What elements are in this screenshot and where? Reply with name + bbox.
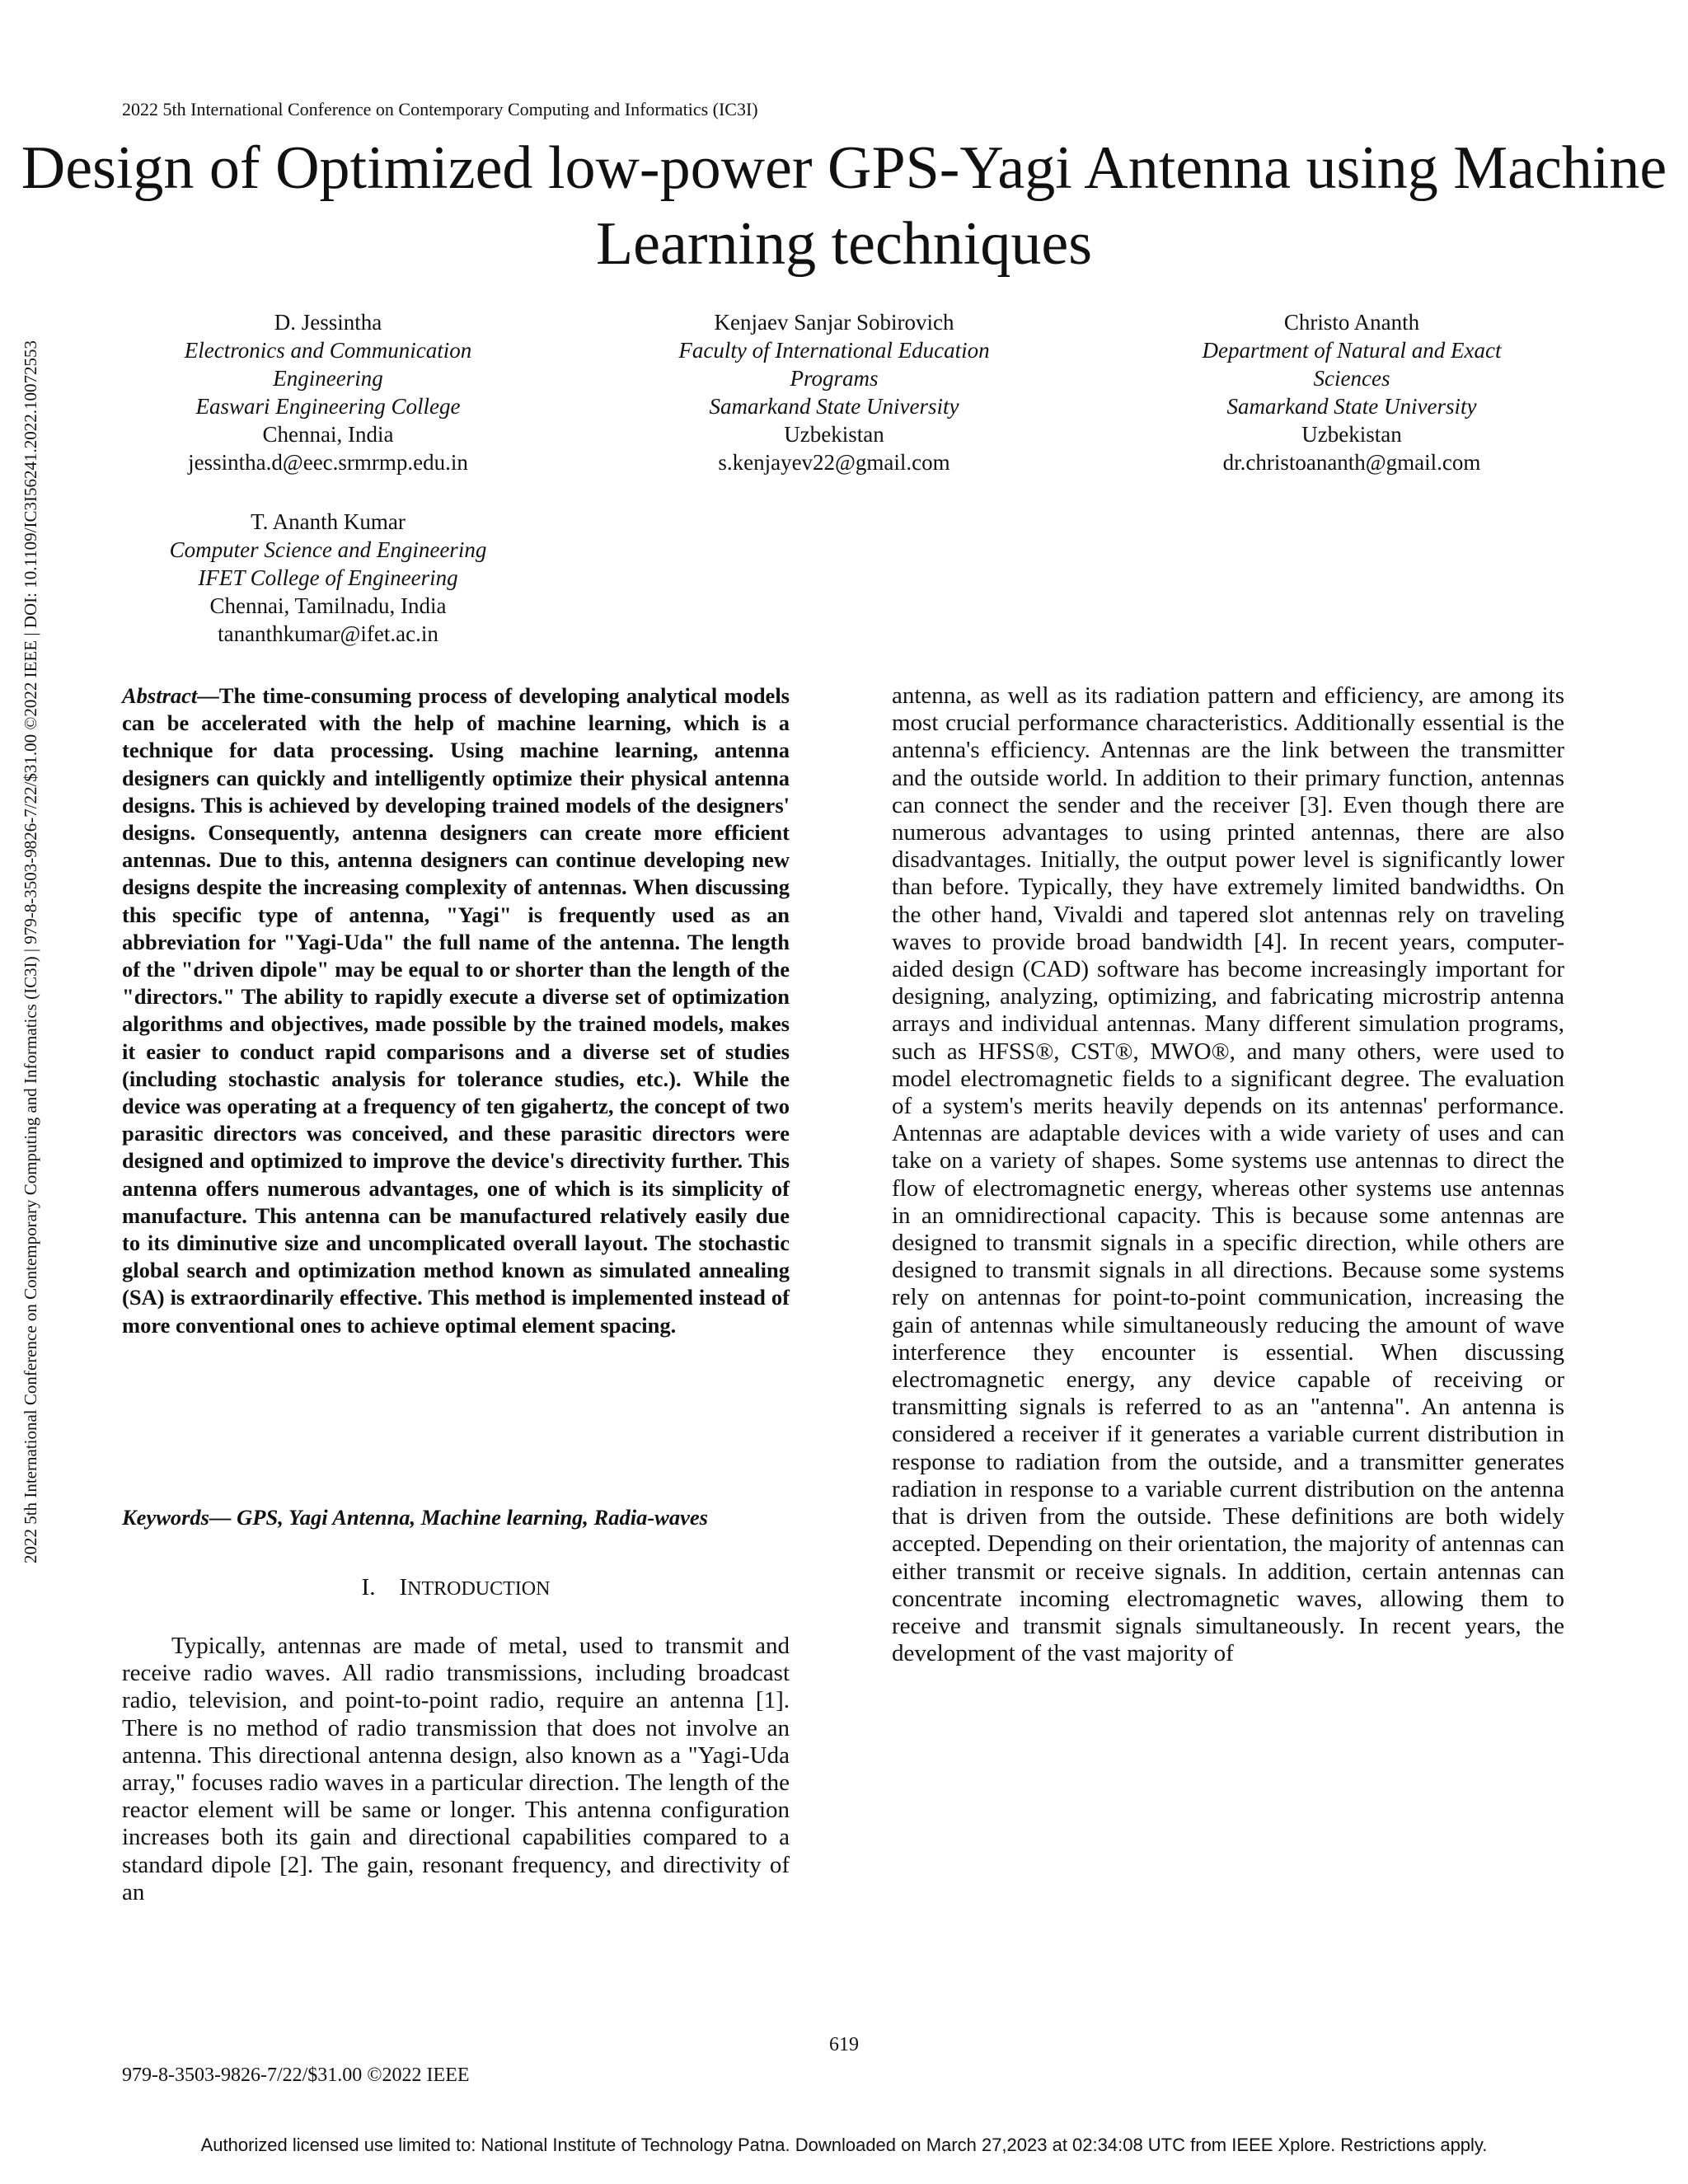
author-affiliation: Samarkand State University <box>709 394 959 419</box>
author-location: Uzbekistan <box>1301 422 1402 447</box>
abstract-lead: Abstract <box>122 683 198 708</box>
author-name: T. Ananth Kumar <box>251 509 406 534</box>
author-location: Chennai, Tamilnadu, India <box>209 593 447 618</box>
author-affiliation: Easwari Engineering College <box>195 394 461 419</box>
author-location: Chennai, India <box>262 422 394 447</box>
author-email: s.kenjayev22@gmail.com <box>718 450 950 475</box>
author-name: D. Jessintha <box>274 310 382 335</box>
author-affiliation: Computer Science and Engineering <box>169 537 487 562</box>
author-affiliation: Samarkand State University <box>1226 394 1477 419</box>
section-heading <box>122 1574 790 1601</box>
author-affiliation: Department of Natural and Exact <box>1202 338 1502 363</box>
author-affiliation: IFET College of Engineering <box>198 565 458 590</box>
author-block-3 <box>1137 308 1566 476</box>
author-affiliation: Sciences <box>1313 366 1390 391</box>
author-location: Uzbekistan <box>784 422 884 447</box>
author-block-2 <box>620 308 1048 476</box>
author-email: tananthkumar@ifet.ac.in <box>218 621 438 646</box>
author-email: dr.christoananth@gmail.com <box>1222 450 1481 475</box>
right-column-text: antenna, as well as its radiation pattern and efficiency, are among its most crucial performance characteristics. Additionally essential is the antenna's efficiency. Antennas are the link between the transmitter and the outside world. In addition to their primary function, antennas can connect the sender and the receiver [3]. Even though there are numerous advantages to using printed antennas, there are also disadvantages. Initially, the output power level is significantly lower than before. Typically, they have extremely limited bandwidths. On the other hand, Vivaldi and tapered slot antennas rely on traveling waves to provide broad bandwidth [4]. In recent years, computer-aided design (CAD) software has become increasingly important for designing, analyzing, optimizing, and fabricating microstrip antenna arrays and individual antennas. Many different simulation programs, such as HFSS®, CST®, MWO®, and many others, were used to model electromagnetic fields to a significant degree. The evaluation of a system's merits heavily depends on its antennas' performance. Antennas are adaptable devices with a wide variety of uses and can take on a variety of shapes. Some systems use antennas to direct the flow of electromagnetic energy, whereas other systems use antennas in an omnidirectional capacity. This is because some antennas are designed to transmit signals in a specific direction, while others are designed to transmit signals in all directions. Because some systems rely on antennas for point-to-point communication, increasing the gain of antennas while simultaneously reducing the amount of wave interference they encounter is essential. When discussing electromagnetic energy, any device capable of receiving or transmitting signals is referred to as an "antenna". An antenna is considered a receiver if it generates a variable current distribution in response to radiation from the outside, and a transmitter generates radiation in response to a variable current distribution on the antenna that is driven from the outside. These definitions are both widely accepted. Depending on their orientation, the majority of antennas can either transmit or receive signals. In addition, certain antennas can concentrate incoming electromagnetic waves, allowing them to receive and transmit signals simultaneously. In recent years, the development of the vast majority of <box>892 682 1564 1667</box>
side-margin-note: 2022 5th International Conference on Contemporary Computing and Informatics (IC3I) | 979-8-3503-9826-7/22/$31.00 ©2022 IEEE | DOI: 10.1109/IC3I56241.2022.10072553 <box>21 340 40 1563</box>
author-affiliation: Engineering <box>273 366 383 391</box>
author-affiliation: Faculty of International Education <box>678 338 990 363</box>
section-title-rest: NTRODUCTION <box>407 1578 551 1600</box>
footer-copyright: 979-8-3503-9826-7/22/$31.00 ©2022 IEEE <box>122 2064 470 2086</box>
author-affiliation: Electronics and Communication <box>184 338 472 363</box>
section-number: I. <box>361 1574 376 1601</box>
intro-paragraph: Typically, antennas are made of metal, used to transmit and receive radio waves. All radio transmissions, including broadcast radio, television, and point-to-point radio, require an antenna [1]. There is no method of radio transmission that does not involve an antenna. This directional antenna design, also known as a "Yagi-Uda array," focuses radio waves in a particular direction. The length of the reactor element will be same or longer. This antenna configuration increases both its gain and directional capabilities compared to a standard dipole [2]. The gain, resonant frequency, and directivity of an <box>122 1633 790 1905</box>
conference-header: 2022 5th International Conference on Contemporary Computing and Informatics (IC3I) <box>122 99 758 120</box>
page-number: 619 <box>829 2034 859 2055</box>
paper-title: Design of Optimized low-power GPS-Yagi Antenna using Machine Learning techniques <box>21 134 1667 278</box>
license-notice: Authorized licensed use limited to: National Institute of Technology Patna. Downloaded on March 27,2023 at 02:34:08 UTC from IEEE Xplore. Restrictions apply. <box>200 2135 1488 2155</box>
author-name: Kenjaev Sanjar Sobirovich <box>714 310 954 335</box>
author-block-1 <box>114 308 542 476</box>
author-email: jessintha.d@eec.srmrmp.edu.in <box>188 450 468 475</box>
section-title-initial: I <box>399 1574 408 1601</box>
keywords: Keywords— GPS, Yagi Antenna, Machine learning, Radia-waves <box>122 1505 708 1530</box>
author-name: Christo Ananth <box>1283 310 1420 335</box>
abstract <box>122 682 790 1339</box>
author-block-4 <box>114 508 542 648</box>
abstract-text: —The time-consuming process of developing analytical models can be accelerated with the help of machine learning, which is a technique for data processing. Using machine learning, antenna designers can quickly and intelligently optimize their physical antenna designs. This is achieved by developing trained models of the designers' designs. Consequently, antenna designers can create more efficient antennas. Due to this, antenna designers can continue developing new designs despite the increasing complexity of antennas. When discussing this specific type of antenna, "Yagi" is frequently used as an abbreviation for "Yagi-Uda" the full name of the antenna. The length of the "driven dipole" may be equal to or shorter than the length of the "directors." The ability to rapidly execute a diverse set of optimization algorithms and objectives, made possible by the trained models, makes it easier to conduct rapid comparisons and a diverse set of studies (including stochastic analysis for tolerance studies, etc.). While the device was operating at a frequency of ten gigahertz, the concept of two parasitic directors was conceived, and these parasitic directors were designed and optimized to improve the device's directivity further. This antenna offers numerous advantages, one of which is its simplicity of manufacture. This antenna can be manufactured relatively easily due to its diminutive size and uncomplicated overall layout. The stochastic global search and optimization method known as simulated annealing (SA) is extraordinarily effective. This method is implemented instead of more conventional ones to achieve optimal element spacing. <box>122 683 790 1338</box>
author-affiliation: Programs <box>790 366 879 391</box>
